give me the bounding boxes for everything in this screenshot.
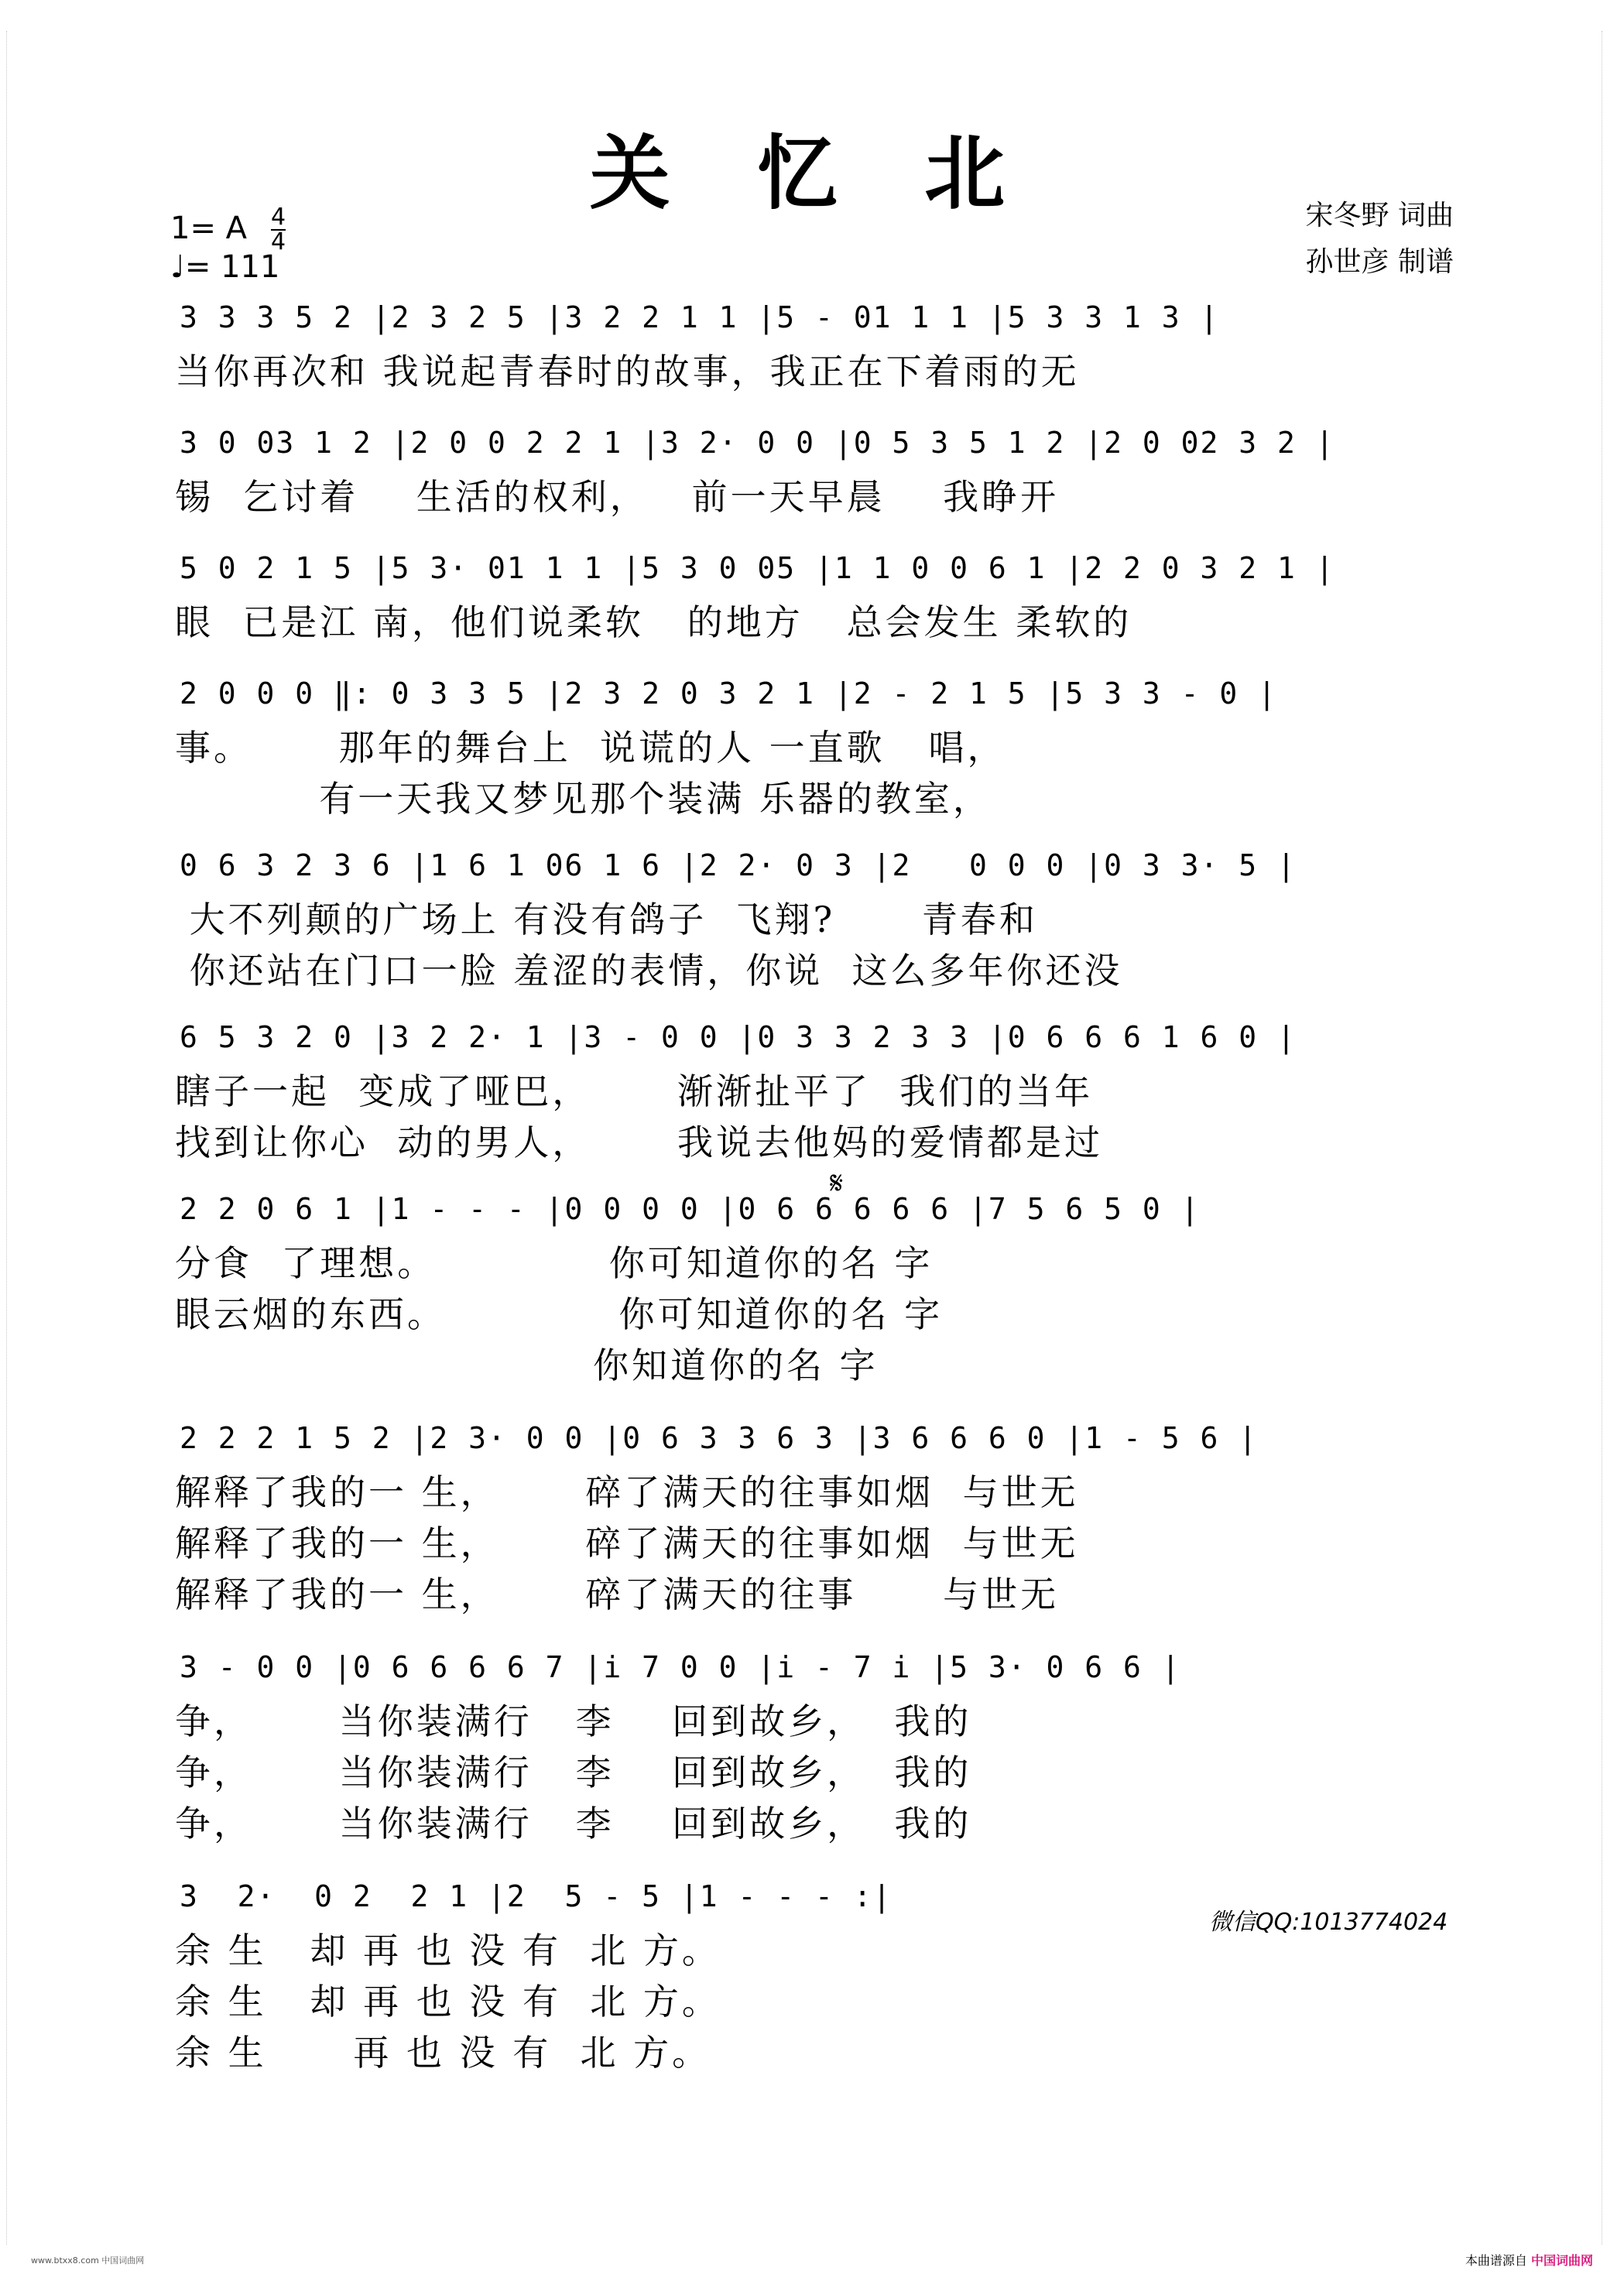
right-margin-watermark xyxy=(1602,31,1618,2245)
lyric-line: 余 生 却 再 也 没 有 北 方。 xyxy=(175,1930,721,1971)
notation-line: 3 0 03 1 2 |2 0 0 2 2 1 |3 2· 0 0 |0 5 3 5 1 2 |2 0 02 3 2 | xyxy=(180,426,1335,460)
footer-source xyxy=(1465,2251,1593,2269)
lyric-line: 找到让你心 动的男人， 我说去他妈的爱情都是过 xyxy=(175,1122,1103,1163)
lyric-line: 分食 了理想。 你可知道你的名 字 xyxy=(175,1242,934,1284)
lyric-line: 当你再次和 我说起青春时的故事，我正在下着雨的无 xyxy=(175,351,1080,392)
notation-line: 2 2 2 1 5 2 |2 3· 0 0 |0 6 3 3 6 3 |3 6 6 6 0 |1 - 5 6 | xyxy=(180,1421,1259,1455)
footer-brand: 中国词曲网 xyxy=(1530,2253,1593,2268)
notation-line: 0 6 3 2 3 6 |1 6 1 06 1 6 |2 2· 0 3 |2 0 0 0 |0 3 3· 5 | xyxy=(180,848,1297,882)
tempo-marking: ♩= 111 xyxy=(170,249,280,285)
lyric-line: 余 生 再 也 没 有 北 方。 xyxy=(175,2032,711,2074)
lyric-line: 你还站在门口一脸 羞涩的表情，你说 这么多年你还没 xyxy=(175,950,1123,992)
lyric-line: 瞎子一起 变成了哑巴， 渐渐扯平了 我们的当年 xyxy=(175,1070,1094,1112)
contact-info: 微信QQ:1013774024 xyxy=(1209,1909,1448,1936)
lyric-line: 眼云烟的东西。 你可知道你的名 字 xyxy=(175,1293,944,1335)
notation-line: 3 2· 0 2 2 1 |2 5 - 5 |1 - - - :| xyxy=(180,1879,893,1913)
left-margin-watermark xyxy=(6,31,22,2245)
song-title: 关 忆 北 xyxy=(589,126,1035,221)
lyric-line: 眼 已是江 南，他们说柔软 的地方 总会发生 柔软的 xyxy=(175,601,1132,643)
lyric-line: 你知道你的名 字 xyxy=(175,1344,879,1386)
notation-line: 3 3 3 5 2 |2 3 2 5 |3 2 2 1 1 |5 - 01 1 1 |5 3 3 1 3 | xyxy=(180,300,1220,334)
lyric-line: 解释了我的一 生， 碎了满天的往事如烟 与世无 xyxy=(175,1471,1079,1513)
lyric-line: 解释了我的一 生， 碎了满天的往事如烟 与世无 xyxy=(175,1522,1079,1564)
notation-line: 2 0 0 0 ‖: 0 3 3 5 |2 3 2 0 3 2 1 |2 - 2 1 5 |5 3 3 - 0 | xyxy=(180,676,1278,711)
lyric-line: 争， 当你装满行 李 回到故乡， 我的 xyxy=(175,1700,972,1742)
notation-line: 2 2 0 6 1 |1 - - - |0 0 0 0 |0 6 6 6 6 6 |7 5 6 5 0 | xyxy=(180,1192,1201,1226)
lyrics-music-credit: 宋冬野 词曲 xyxy=(1305,200,1454,231)
lyric-line: 解释了我的一 生， 碎了满天的往事 与世无 xyxy=(175,1574,1060,1615)
lyric-line: 锡 乞讨着 生活的权利， 前一天早晨 我睁开 xyxy=(175,476,1060,518)
key-signature: 1= A xyxy=(170,211,248,246)
lyric-line: 事。 那年的舞台上 说谎的人 一直歌 唱， xyxy=(175,727,1006,769)
notation-line: 3 - 0 0 |0 6 6 6 6 7 |i 7 0 0 |i - 7 i |5 3· 0 6 6 | xyxy=(180,1650,1181,1684)
footer-source-label: 本曲谱源自 xyxy=(1465,2253,1527,2268)
notation-line: 5 0 2 1 5 |5 3· 01 1 1 |5 3 0 05 |1 1 0 0 6 1 |2 2 0 3 2 1 | xyxy=(180,551,1335,585)
footer-site: www.btxx8.com 中国词曲网 xyxy=(31,2255,145,2266)
lyric-line: 争， 当你装满行 李 回到故乡， 我的 xyxy=(175,1752,972,1793)
segno-sign: 𝄋 xyxy=(830,1166,844,1201)
lyric-line: 余 生 却 再 也 没 有 北 方。 xyxy=(175,1981,721,2022)
lyric-line: 大不列颠的广场上 有没有鸽子 飞翔? 青春和 xyxy=(175,899,1038,940)
notation-line: 6 5 3 2 0 |3 2 2· 1 |3 - 0 0 |0 3 3 2 3 3 |0 6 6 6 1 6 0 | xyxy=(180,1020,1297,1054)
time-signature-top: 4 xyxy=(271,204,286,231)
arranger-credit: 孙世彦 制谱 xyxy=(1305,246,1454,278)
time-signature-bottom: 4 xyxy=(271,228,286,255)
lyric-line: 有一天我又梦见那个装满 乐器的教室， xyxy=(175,778,992,820)
lyric-line: 争， 当你装满行 李 回到故乡， 我的 xyxy=(175,1803,972,1844)
